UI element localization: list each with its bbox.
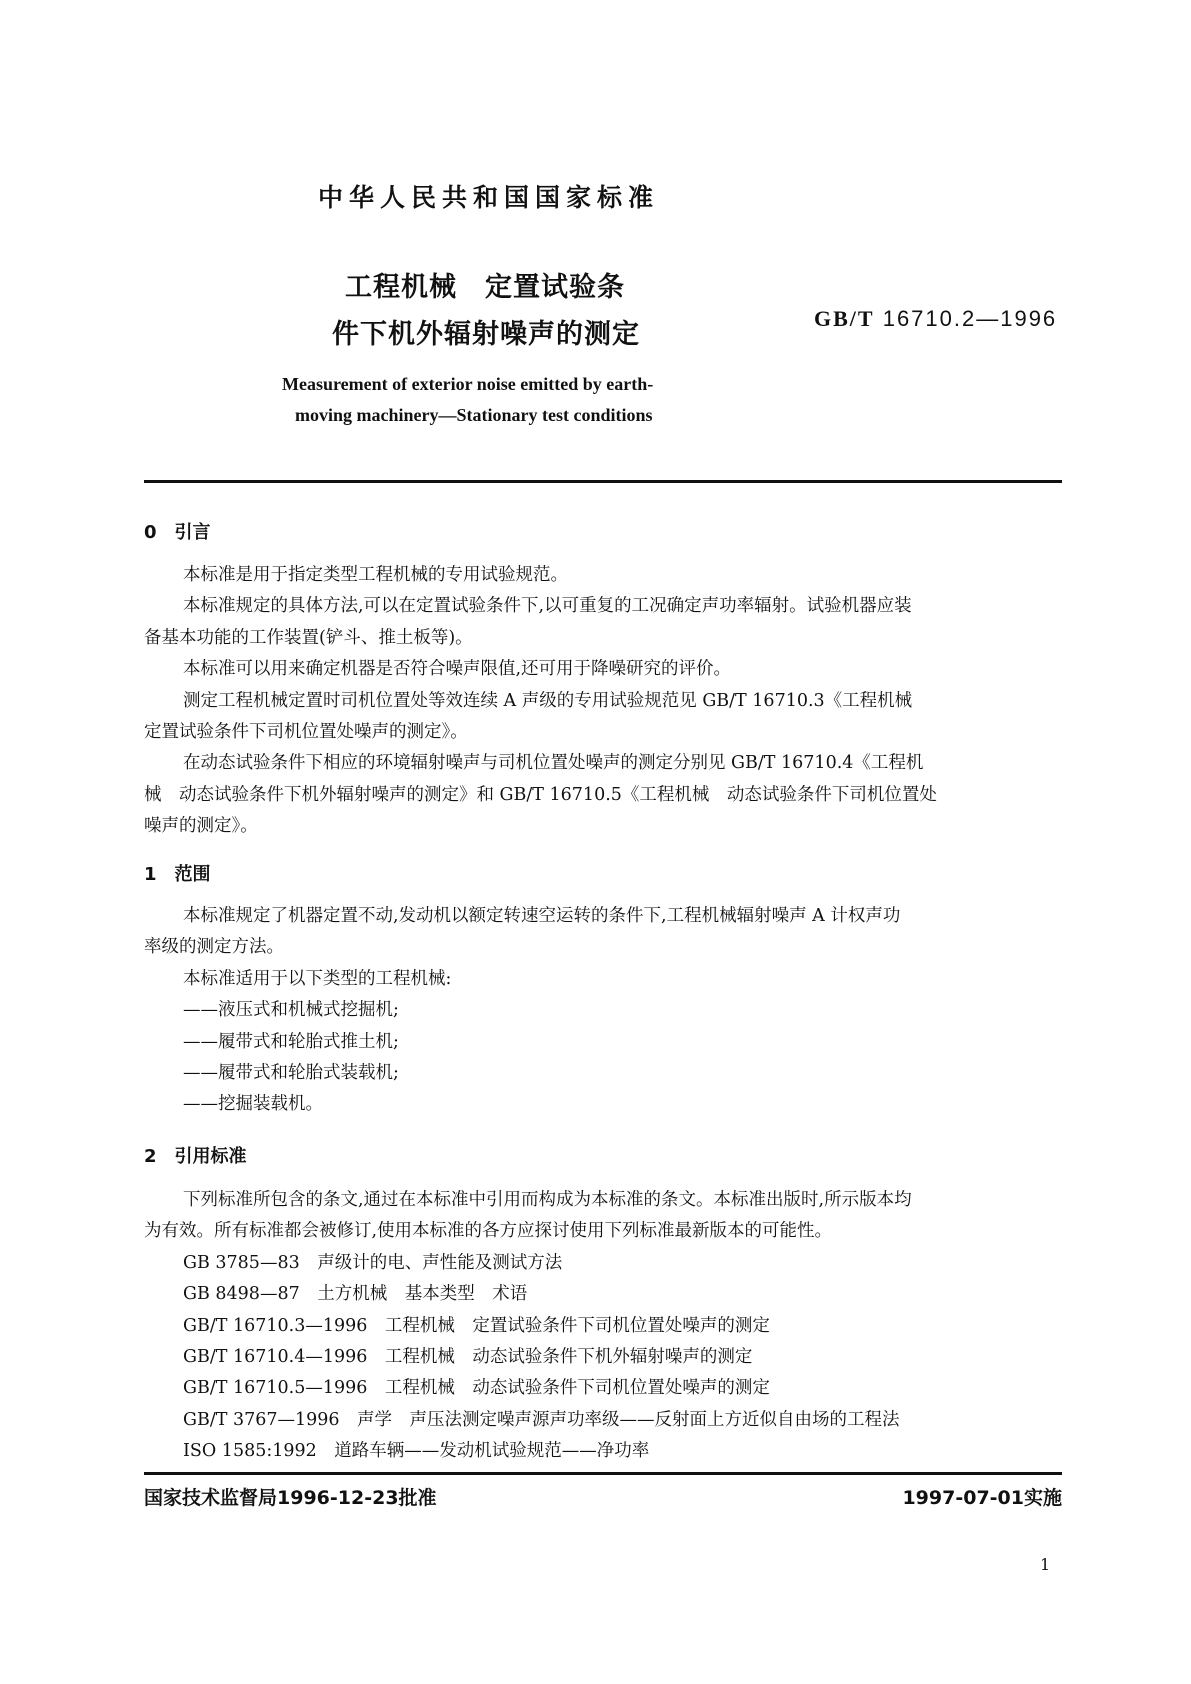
page-number: 1 bbox=[1040, 1555, 1051, 1574]
body-line: GB/T 16710.4—1996 工程机械 动态试验条件下机外辐射噪声的测定 bbox=[183, 1347, 753, 1367]
effective-date: 1997-07-01实施 bbox=[902, 1487, 1062, 1509]
body-line: ——挖掘装载机。 bbox=[183, 1094, 323, 1115]
body-line: 备基本功能的工作装置(铲斗、推土板等)。 bbox=[144, 627, 473, 648]
body-line: 在动态试验条件下相应的环境辐射噪声与司机位置处噪声的测定分别见 GB/T 16710.4《工程机 bbox=[183, 753, 924, 774]
body-line: ——履带式和轮胎式推土机; bbox=[183, 1031, 399, 1052]
body-line: GB 8498—87 土方机械 基本类型 术语 bbox=[183, 1284, 528, 1305]
footer-divider bbox=[144, 1472, 1062, 1475]
header-divider bbox=[144, 480, 1062, 483]
section-heading: 1 范围 bbox=[144, 864, 211, 885]
body-line: 定置试验条件下司机位置处噪声的测定》。 bbox=[144, 722, 468, 742]
body-line: GB/T 16710.5—1996 工程机械 动态试验条件下司机位置处噪声的测定 bbox=[183, 1378, 770, 1399]
document-header: 中华人民共和国国家标准 bbox=[318, 183, 660, 212]
section-heading: 2 引用标准 bbox=[144, 1146, 247, 1167]
body-line: 本标准规定了机器定置不动,发动机以额定转速空运转的条件下,工程机械辐射噪声 A 计权声功 bbox=[183, 906, 901, 926]
body-line: 下列标准所包含的条文,通过在本标准中引用而构成为本标准的条文。本标准出版时,所示版本均 bbox=[183, 1190, 912, 1210]
section-heading: 0 引言 bbox=[144, 522, 211, 543]
standard-code-prefix: GB/T bbox=[814, 306, 875, 331]
standard-code-number: 16710.2—1996 bbox=[882, 306, 1058, 331]
body-line: 械 动态试验条件下机外辐射噪声的测定》和 GB/T 16710.5《工程机械 动态试验条件下司机位置处 bbox=[144, 784, 937, 805]
document-title-line-1: 工程机械 定置试验条 bbox=[345, 272, 625, 303]
body-line: GB 3785—83 声级计的电、声性能及测试方法 bbox=[183, 1252, 563, 1273]
body-line: 本标准规定的具体方法,可以在定置试验条件下,以可重复的工况确定声功率辐射。试验机器应装 bbox=[183, 596, 912, 617]
body-line: 本标准是用于指定类型工程机械的专用试验规范。 bbox=[183, 565, 568, 585]
body-line: 本标准可以用来确定机器是否符合噪声限值,还可用于降噪研究的评价。 bbox=[183, 659, 732, 680]
body-line: ISO 1585:1992 道路车辆——发动机试验规范——净功率 bbox=[183, 1441, 650, 1462]
body-line: 本标准适用于以下类型的工程机械: bbox=[183, 968, 452, 989]
approval-date: 国家技术监督局1996-12-23批准 bbox=[144, 1487, 437, 1509]
body-line: 噪声的测定》。 bbox=[144, 816, 258, 837]
body-line: 为有效。所有标准都会被修订,使用本标准的各方应探讨使用下列标准最新版本的可能性。 bbox=[144, 1221, 833, 1242]
body-line: 率级的测定方法。 bbox=[144, 937, 284, 958]
body-line: GB/T 16710.3—1996 工程机械 定置试验条件下司机位置处噪声的测定 bbox=[183, 1315, 770, 1336]
body-line: ——履带式和轮胎式装载机; bbox=[183, 1063, 399, 1083]
standard-code bbox=[814, 306, 1057, 332]
english-title-line-2: moving machinery—Stationary test conditions bbox=[295, 405, 653, 425]
body-line: ——液压式和机械式挖掘机; bbox=[183, 1000, 399, 1021]
document-title-line-2: 件下机外辐射噪声的测定 bbox=[332, 319, 640, 350]
body-line: GB/T 3767—1996 声学 声压法测定噪声源声功率级——反射面上方近似自由场的工程法 bbox=[183, 1409, 900, 1430]
english-title-line-1: Measurement of exterior noise emitted by earth- bbox=[282, 374, 654, 394]
body-line: 测定工程机械定置时司机位置处等效连续 A 声级的专用试验规范见 GB/T 16710.3《工程机械 bbox=[183, 690, 913, 711]
